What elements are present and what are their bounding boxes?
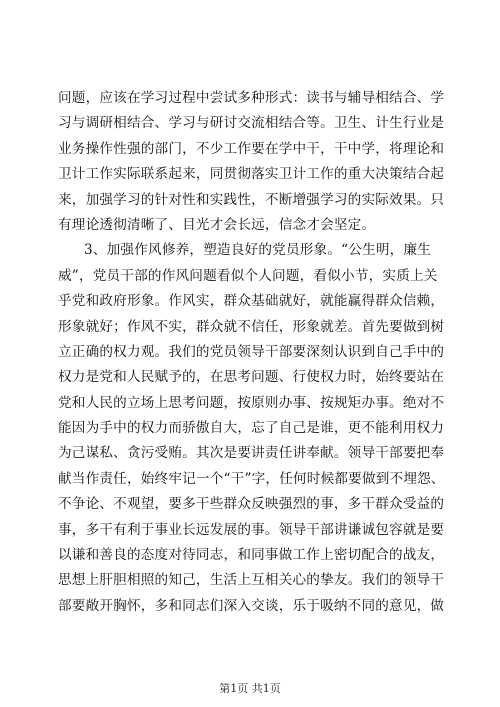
text-line: 卫计工作实际联系起来，同贯彻落实卫计工作的重大决策结合起 xyxy=(58,166,445,183)
text-line: 业务操作性强的部门，不少工作要在学中干，干中学，将理论和 xyxy=(58,140,445,157)
text-line: 不争论、不观望，要多干些群众反映强烈的事，多干群众受益的 xyxy=(58,496,445,513)
text-line: 习与调研相结合、学习与研讨交流相结合等。卫生、计生行业是 xyxy=(58,115,445,132)
paragraph-first-line: 3、加强作风修养，塑造良好的党员形象。“公生明，廉生 xyxy=(84,242,432,259)
text-line: 威”，党员干部的作风问题看似个人问题，看似小节，实质上关 xyxy=(58,267,438,284)
text-line: 形象就好；作风不实，群众就不信任，形象就差。首先要做到树 xyxy=(58,318,445,335)
text-line: 以谦和善良的态度对待同志，和同事做工作上密切配合的战友， xyxy=(58,547,445,564)
body-text xyxy=(58,86,448,619)
text-line: 立正确的权力观。我们的党员领导干部要深刻认识到自己手中的 xyxy=(58,343,445,360)
text-line: 献当作责任，始终牢记一个“干”字，任何时候都要做到不埋怨、 xyxy=(58,470,445,487)
text-line: 乎党和政府形象。作风实，群众基础就好，就能赢得群众信赖， xyxy=(58,293,445,310)
page-footer: 第1页 共1页 xyxy=(219,682,281,695)
text-line: 党和人民的立场上思考问题，按原则办事、按规矩办事。绝对不 xyxy=(58,394,445,411)
text-line: 来，加强学习的针对性和实践性，不断增强学习的实际效果。只 xyxy=(58,191,445,208)
text-line: 能因为手中的权力而骄傲自大，忘了自己是谁，更不能利用权力 xyxy=(58,420,445,437)
text-line: 权力是党和人民赋予的，在思考问题、行使权力时，始终要站在 xyxy=(58,369,445,386)
text-line: 部要敞开胸怀，多和同志们深入交谈，乐于吸纳不同的意见，做 xyxy=(58,597,445,614)
text-line: 问题，应该在学习过程中尝试多种形式：读书与辅导相结合、学 xyxy=(58,90,445,106)
text-line: 为己谋私、贪污受贿。其次是要讲责任讲奉献。领导干部要把奉 xyxy=(58,445,445,462)
text-line: 思想上肝胆相照的知己，生活上互相关心的挚友。我们的领导干 xyxy=(58,572,445,589)
text-line: 事，多干有利于事业长远发展的事。领导干部讲谦诚包容就是要 xyxy=(58,521,445,538)
text-line: 有理论透彻清晰了、目光才会长远，信念才会坚定。 xyxy=(58,216,376,233)
